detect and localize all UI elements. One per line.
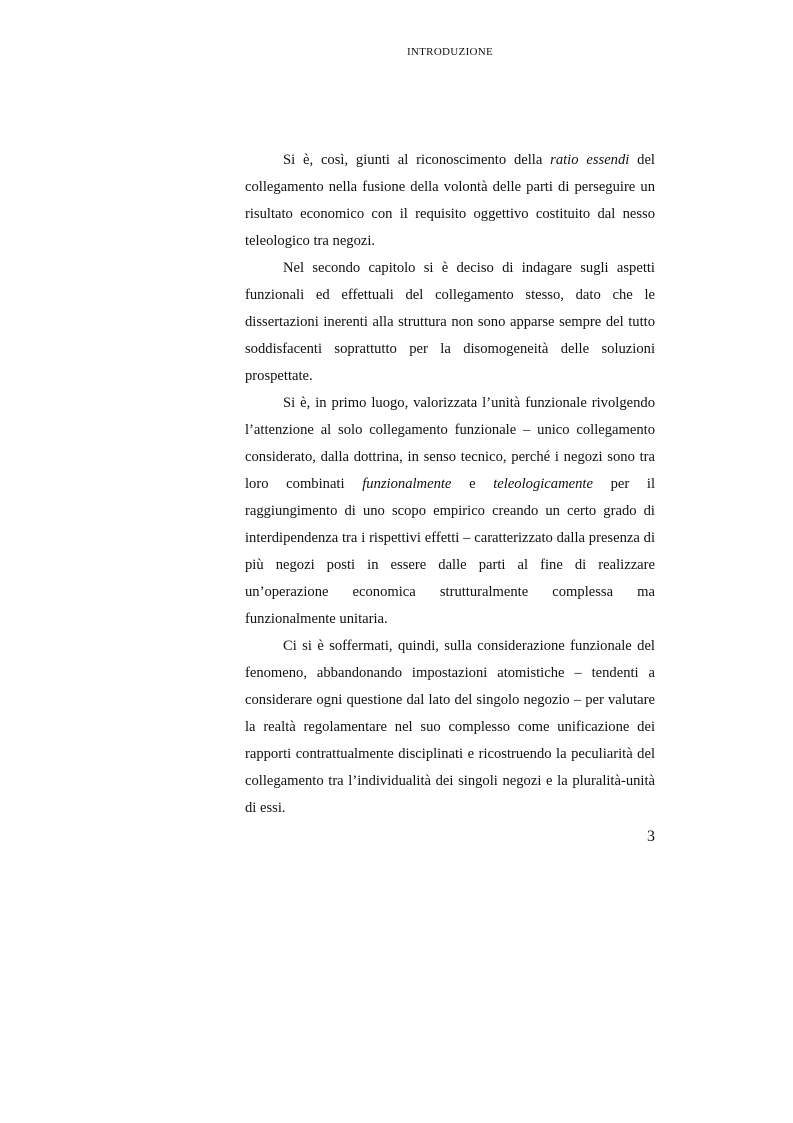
paragraph (245, 255, 655, 390)
italic-term: funzionalmente (362, 476, 452, 492)
text-run: Nel secondo capitolo si è deciso di indagare sugli aspetti funzionali ed effettuali del collegamento stesso, dato che le dissertazioni inerenti alla struttura non sono apparse sempre del tutto soddisfacenti soprattutto per la disomogeneità delle soluzioni prospettate. (245, 260, 655, 384)
italic-term: teleologicamente (493, 476, 593, 492)
text-run: Si è, in primo luogo, valorizzata l’unità funzionale rivolgendo l’attenzione al solo collegamento funzionale – unico collegamento considerato, dalla dottrina, in senso tecnico, perché i negozi sono tra loro combinati (245, 395, 655, 492)
page-number: 3 (647, 828, 655, 845)
italic-term: ratio essendi (550, 152, 630, 168)
paragraph (245, 633, 655, 822)
paragraph (245, 390, 655, 633)
text-run: per il raggiungimento di uno scopo empirico creando un certo grado di interdipendenza tra i rispettivi effetti – caratterizzato dalla presenza di più negozi posti in essere dalle parti al fine di realizzare un’operazione economica strutturalmente complessa ma funzionalmente unitaria. (245, 476, 656, 627)
text-run: Ci si è soffermati, quindi, sulla considerazione funzionale del fenomeno, abbandonando impostazioni atomistiche – tendenti a considerare ogni questione dal lato del singolo negozio – per valutare la realtà regolamentare nel suo complesso come unificazione dei rapporti contrattualmente disciplinati e ricostruendo la peculiarità del collegamento tra l’individualità dei singoli negozi e la pluralità-unità di essi. (245, 638, 655, 816)
running-header-title: INTRODUZIONE (406, 46, 494, 58)
paragraph (245, 147, 655, 255)
text-run: del collegamento nella fusione della volontà delle parti di perseguire un risultato economico con il requisito oggettivo costituito dal nesso teleologico tra negozi. (245, 152, 655, 249)
page-body (245, 147, 655, 822)
text-run: Si è, così, giunti al riconoscimento della (283, 152, 551, 168)
text-run: e (451, 476, 494, 492)
running-header (0, 46, 793, 58)
